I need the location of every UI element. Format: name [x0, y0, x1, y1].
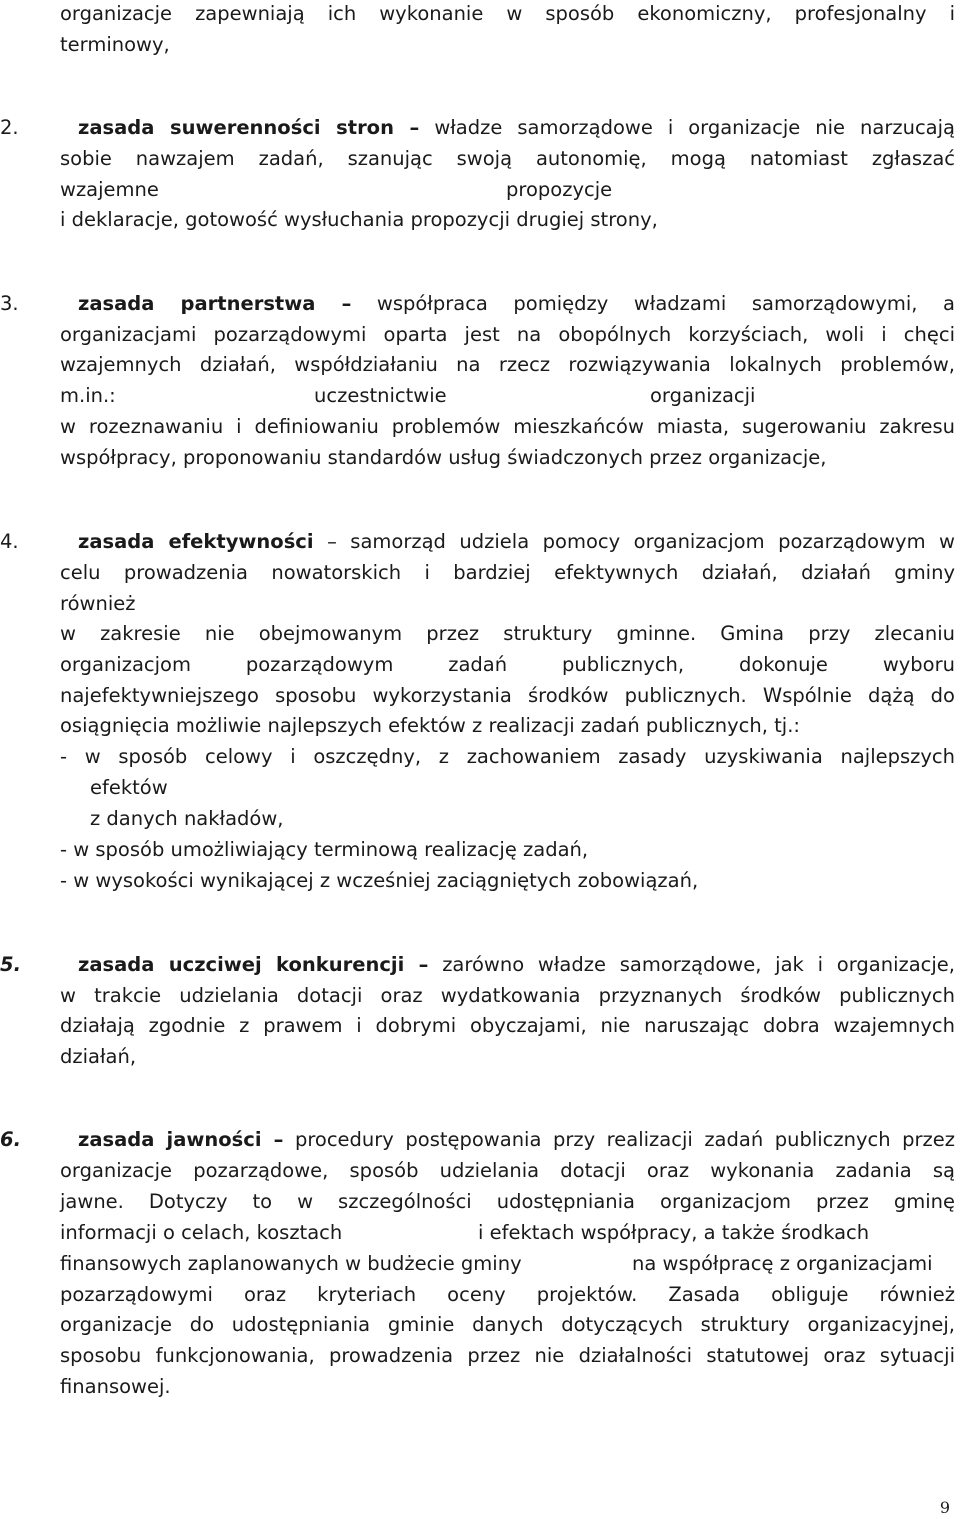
item-4-line: najefektywniejszego sposobu wykorzystania środków publicznych. Wspólnie dążą do — [60, 684, 955, 707]
item-3-line: wzajemnych działań, współdziałaniu na rzecz rozwiązywania lokalnych problemów, — [60, 353, 955, 376]
item-6-number: 6. — [0, 1128, 21, 1151]
item-4-first-line: 4. zasada efektywności – samorząd udziela pomocy organizacjom pozarządowym w — [0, 530, 956, 553]
item-2-line: i deklaracje, gotowość wysłuchania propozycji drugiej strony, — [60, 208, 658, 231]
item-5-title: zasada uczciwej konkurencji – — [78, 953, 429, 976]
item-2-first-line: 2. zasada suwerenności stron – władze samorządowe i organizacje nie narzucają — [0, 116, 956, 139]
item-3-line: współpracy, proponowaniu standardów usług świadczonych przez organizacje, — [60, 446, 827, 469]
item-4-line: osiągnięcia możliwie najlepszych efektów z realizacji zadań publicznych, tj.: — [60, 714, 800, 737]
item-5-first-line: 5. zasada uczciwej konkurencji – zarówno władze samorządowe, jak i organizacje, — [0, 953, 956, 976]
item-3-line: w rozeznawaniu i definiowaniu problemów mieszkańców miasta, sugerowaniu zakresu — [60, 415, 955, 438]
item-5-line: w trakcie udzielania dotacji oraz wydatkowania przyznanych środków publicznych — [60, 984, 955, 1007]
item-5-line: działań, — [60, 1045, 137, 1068]
item-6-line: sposobu funkcjonowania, prowadzenia przez nie działalności statutowej oraz sytuacji — [60, 1344, 955, 1367]
item-2-title: zasada suwerenności stron – — [78, 116, 420, 139]
item-5-number: 5. — [0, 953, 21, 976]
item-2-number: 2. — [0, 116, 19, 139]
item-4-number: 4. — [0, 530, 19, 553]
item-6-line: finansowych zaplanowanych w budżecie gminy na współpracę z organizacjami — [60, 1252, 933, 1275]
item-2-line: wzajemne propozycje — [60, 178, 613, 201]
item-2-line: sobie nawzajem zadań, szanując swoją autonomię, mogą natomiast zgłaszać — [60, 147, 955, 170]
item-3-title: zasada partnerstwa – — [78, 292, 352, 315]
intro-line-2: terminowy, — [60, 33, 170, 56]
item-4-line: również — [60, 592, 136, 615]
item-3-line: organizacjami pozarządowymi oparta jest na obopólnych korzyściach, woli i chęci — [60, 323, 955, 346]
item-6-line: jawne. Dotyczy to w szczególności udostępniania organizacjom przez gminę — [60, 1190, 955, 1213]
item-4-line: - w sposób umożliwiający terminową realizację zadań, — [60, 838, 589, 861]
item-4-line: efektów — [90, 776, 168, 799]
page-number: 9 — [939, 1498, 950, 1517]
item-4-line: - w sposób celowy i oszczędny, z zachowaniem zasady uzyskiwania najlepszych — [60, 745, 955, 768]
item-3-first-line: 3. zasada partnerstwa – współpraca pomiędzy władzami samorządowymi, a — [0, 292, 955, 315]
item-4-line: organizacjom pozarządowym zadań publicznych, dokonuje wyboru — [60, 653, 955, 676]
intro-line-1: organizacje zapewniają ich wykonanie w sposób ekonomiczny, profesjonalny i — [60, 2, 955, 25]
item-4-line: - w wysokości wynikającej z wcześniej zaciągniętych zobowiązań, — [60, 869, 699, 892]
item-6-line: organizacje do udostępniania gminie danych dotyczących struktury organizacyjnej, — [60, 1313, 955, 1336]
item-4-line: celu prowadzenia nowatorskich i bardziej efektywnych działań, działań gminy — [60, 561, 955, 584]
item-4-line: w zakresie nie obejmowanym przez struktury gminne. Gmina przy zlecaniu — [60, 622, 955, 645]
item-4-line: z danych nakładów, — [90, 807, 284, 830]
item-5-line: działają zgodnie z prawem i dobrymi obyczajami, nie naruszając dobra wzajemnych — [60, 1014, 955, 1037]
item-3-number: 3. — [0, 292, 19, 315]
item-6-title: zasada jawności – — [78, 1128, 284, 1151]
item-6-line: finansowej. — [60, 1375, 171, 1398]
item-6-line: pozarządowymi oraz kryteriach oceny projektów. Zasada obliguje również — [60, 1283, 955, 1306]
item-6-line: organizacje pozarządowe, sposób udzielania dotacji oraz wykonania zadania są — [60, 1159, 955, 1182]
item-3-line: m.in.: uczestnictwie organizacji — [60, 384, 756, 407]
item-4-title: zasada efektywności — [78, 530, 314, 553]
item-6-first-line: 6. zasada jawności – procedury postępowania przy realizacji zadań publicznych przez — [0, 1128, 956, 1151]
item-6-line: informacji o celach, kosztach i efektach współpracy, a także środkach — [60, 1221, 870, 1244]
